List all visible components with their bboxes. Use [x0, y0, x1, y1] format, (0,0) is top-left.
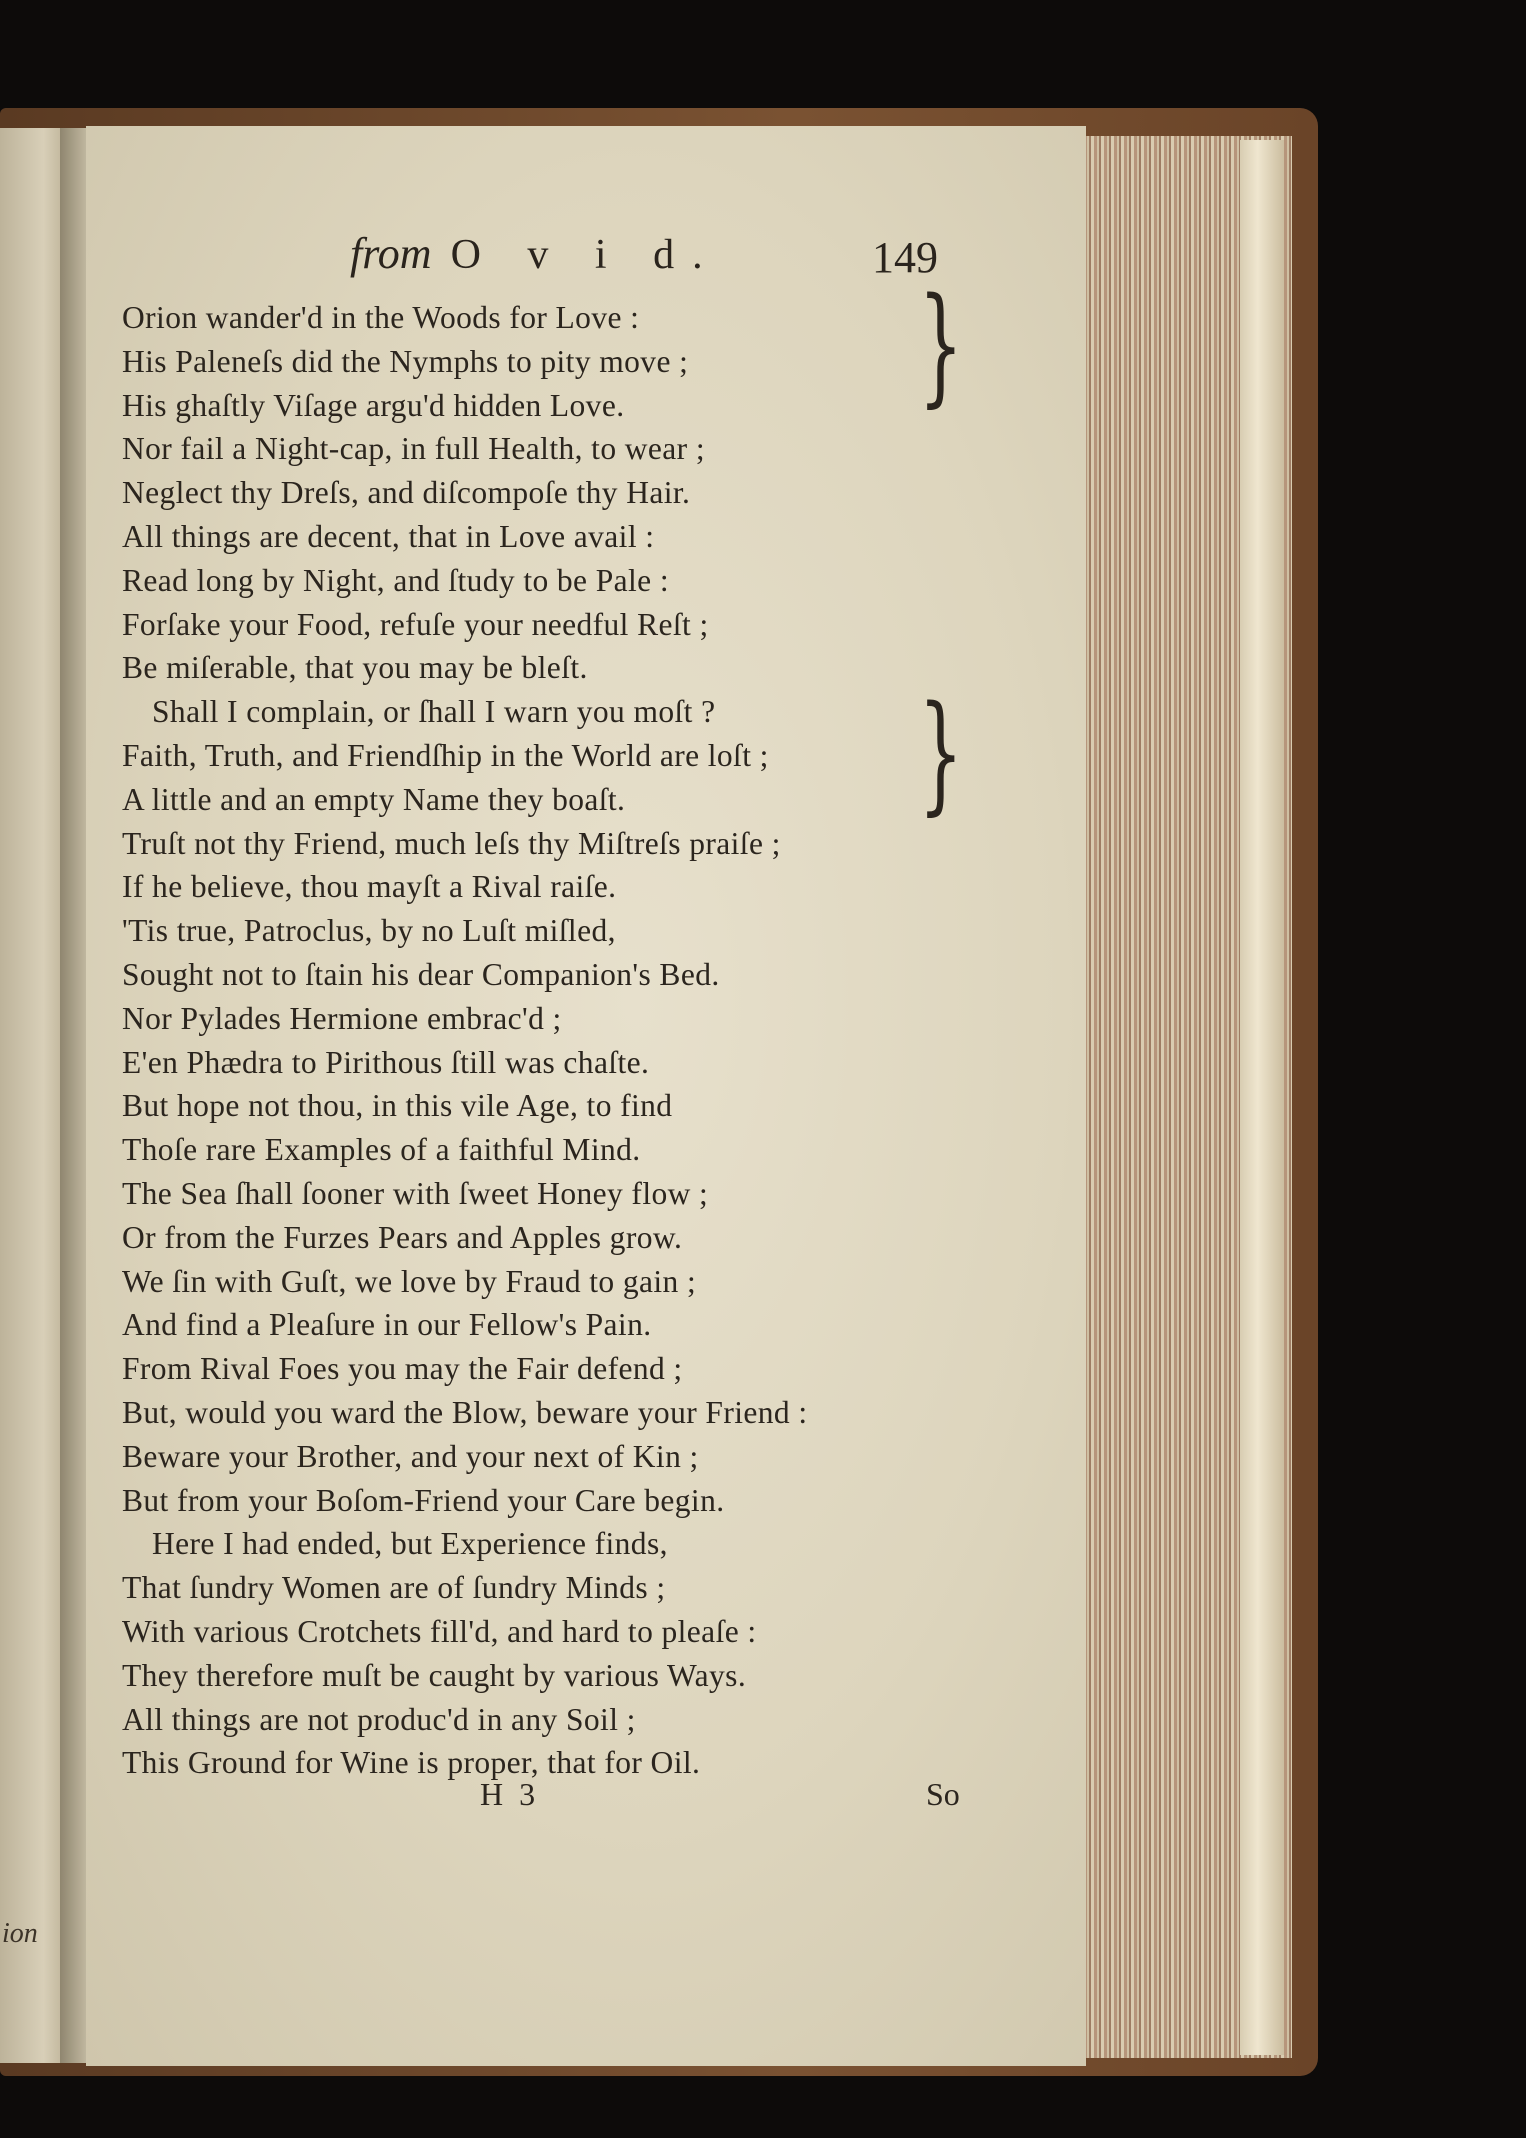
verse-line: Sought not to ſtain his dear Companion's Bed.: [122, 956, 720, 992]
verse-line: But, would you ward the Blow, beware your Friend :: [122, 1394, 808, 1430]
verse-line: We ſin with Guſt, we love by Fraud to gain ;: [122, 1263, 697, 1299]
verse-line: And find a Pleaſure in our Fellow's Pain.: [122, 1307, 652, 1343]
verse-line: Thoſe rare Examples of a faithful Mind.: [122, 1132, 641, 1168]
verse-line: Or from the Furzes Pears and Apples grow.: [122, 1219, 683, 1255]
verse-line: His Paleneſs did the Nymphs to pity move ;: [122, 343, 689, 379]
fore-edge-highlight: [1240, 140, 1284, 2055]
verse-line: All things are decent, that in Love avail :: [122, 518, 655, 554]
running-head-title: O v i d.: [450, 232, 721, 278]
verse-line: But from your Boſom-Friend your Care begin.: [122, 1482, 725, 1518]
verse-line: Neglect thy Dreſs, and diſcompoſe thy Hair.: [122, 475, 691, 511]
left-page-edge: [0, 128, 64, 2063]
verse-block: [122, 296, 922, 1785]
verse-line: Shall I complain, or ſhall I warn you moſt ?: [152, 694, 716, 730]
verse-line: Faith, Truth, and Friendſhip in the World are loſt ;: [122, 737, 769, 773]
signature-mark: H 3: [480, 1776, 540, 1812]
verse-line: If he believe, thou mayſt a Rival raiſe.: [122, 869, 617, 905]
running-head: [350, 228, 721, 288]
verse-line: Orion wander'd in the Woods for Love :: [122, 300, 640, 335]
verse-line: Nor fail a Night-cap, in full Health, to wear ;: [122, 431, 705, 467]
verse-line: They therefore muſt be caught by various Ways.: [122, 1657, 747, 1693]
verse-line: Read long by Night, and ſtudy to be Pale :: [122, 562, 669, 598]
verse-line: Be miſerable, that you may be bleſt.: [122, 650, 588, 686]
catchword: So: [926, 1776, 960, 1812]
verse-line: Forſake your Food, refuſe your needful Reſt ;: [122, 606, 709, 642]
verse-line: A little and an empty Name they boaſt.: [122, 781, 626, 817]
left-page-fragment: ion: [2, 1918, 38, 1949]
verse-line: This Ground for Wine is proper, that for Oil.: [122, 1745, 701, 1781]
verse-line: The Sea ſhall ſooner with ſweet Honey flow ;: [122, 1175, 709, 1211]
running-head-prefix: from: [350, 229, 432, 278]
verse-line: But hope not thou, in this vile Age, to find: [122, 1088, 673, 1124]
page-number: 149: [872, 233, 938, 282]
triplet-brace: }: [918, 271, 964, 420]
verse-line: Here I had ended, but Experience finds,: [152, 1526, 668, 1562]
verse-line: Nor Pylades Hermione embrac'd ;: [122, 1000, 562, 1036]
verse-line: All things are not produc'd in any Soil ;: [122, 1701, 636, 1737]
verse-line: That ſundry Women are of ſundry Minds ;: [122, 1570, 666, 1606]
verse-line: 'Tis true, Patroclus, by no Luſt miſled,: [122, 913, 616, 949]
verse-line: With various Crotchets fill'd, and hard to pleaſe :: [122, 1613, 757, 1649]
triplet-brace: }: [918, 679, 964, 828]
verse-line: E'en Phædra to Pirithous ſtill was chaſte.: [122, 1044, 650, 1080]
verse-line: His ghaſtly Viſage argu'd hidden Love.: [122, 387, 625, 423]
verse-line: Beware your Brother, and your next of Kin ;: [122, 1438, 699, 1474]
verse-line: Truſt not thy Friend, much leſs thy Miſtreſs praiſe ;: [122, 825, 781, 861]
verse-line: From Rival Foes you may the Fair defend ;: [122, 1351, 683, 1387]
